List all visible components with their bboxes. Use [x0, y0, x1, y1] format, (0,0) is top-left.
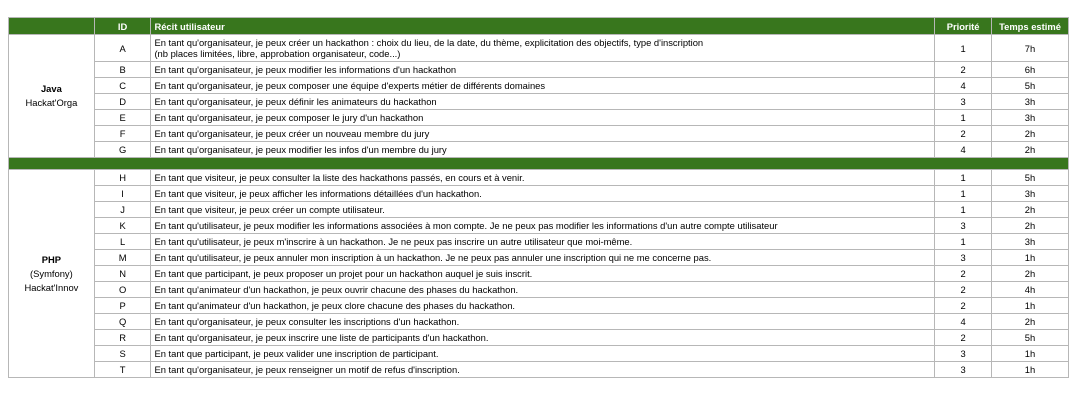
- story-id: K: [94, 218, 151, 234]
- group-separator: [9, 158, 1069, 170]
- table-row: [9, 314, 1069, 330]
- header-row: [9, 18, 1069, 35]
- table-row: [9, 298, 1069, 314]
- story-time: 3h: [992, 94, 1069, 110]
- story-id: M: [94, 250, 151, 266]
- story-time: 3h: [992, 110, 1069, 126]
- table-row: [9, 186, 1069, 202]
- story-text: En tant qu'organisateur, je peux définir les animateurs du hackathon: [151, 94, 935, 110]
- story-text: En tant que visiteur, je peux créer un compte utilisateur.: [151, 202, 935, 218]
- header-priority: Priorité: [935, 18, 992, 35]
- story-text: En tant qu'utilisateur, je peux modifier les informations associées à mon compte. Je ne peux pas modifier les informations d'un autre compte utilisateur: [151, 218, 935, 234]
- table-row: [9, 250, 1069, 266]
- story-id: E: [94, 110, 151, 126]
- table-row: [9, 202, 1069, 218]
- story-text: En tant qu'organisateur, je peux renseigner un motif de refus d'inscription.: [151, 362, 935, 378]
- group-name: PHP: [41, 253, 62, 265]
- story-time: 5h: [992, 78, 1069, 94]
- story-priority: 1: [935, 234, 992, 250]
- story-priority: 1: [935, 35, 992, 62]
- table-row: [9, 362, 1069, 378]
- story-priority: 3: [935, 94, 992, 110]
- story-time: 7h: [992, 35, 1069, 62]
- story-time: 1h: [992, 346, 1069, 362]
- story-id: O: [94, 282, 151, 298]
- group-name: Java: [40, 83, 62, 94]
- story-time: 2h: [992, 266, 1069, 282]
- story-text: En tant qu'organisateur, je peux créer un nouveau membre du jury: [151, 126, 935, 142]
- story-time: 1h: [992, 298, 1069, 314]
- story-priority: 2: [935, 266, 992, 282]
- table-row: [9, 62, 1069, 78]
- table-row: [9, 170, 1069, 186]
- group-sub2: Hackat'Innov: [24, 281, 79, 293]
- story-priority: 3: [935, 346, 992, 362]
- table-row: [9, 282, 1069, 298]
- story-text: En tant qu'utilisateur, je peux annuler mon inscription à un hackathon. Je ne peux pas annuler une inscription qui ne me concerne pas.: [151, 250, 935, 266]
- story-text: En tant que participant, je peux proposer un projet pour un hackathon auquel je suis inscrit.: [151, 266, 935, 282]
- story-time: 3h: [992, 234, 1069, 250]
- story-text: En tant que participant, je peux valider une inscription de participant.: [151, 346, 935, 362]
- header-id: ID: [94, 18, 151, 35]
- table-row: [9, 94, 1069, 110]
- story-time: 2h: [992, 218, 1069, 234]
- story-text: En tant que visiteur, je peux consulter la liste des hackathons passés, en cours et à venir.: [151, 170, 935, 186]
- header-time: Temps estimé: [992, 18, 1069, 35]
- story-text: [151, 35, 935, 62]
- story-time: 2h: [992, 142, 1069, 158]
- table-row: [9, 110, 1069, 126]
- story-priority: 2: [935, 330, 992, 346]
- group-sub: (Symfony): [30, 267, 73, 279]
- table-row: [9, 234, 1069, 250]
- table-row: [9, 35, 1069, 62]
- table-row: [9, 346, 1069, 362]
- table-row: [9, 330, 1069, 346]
- table-row: [9, 266, 1069, 282]
- story-id: B: [94, 62, 151, 78]
- story-id: L: [94, 234, 151, 250]
- story-priority: 2: [935, 298, 992, 314]
- story-priority: 2: [935, 62, 992, 78]
- table-row: [9, 126, 1069, 142]
- story-id: D: [94, 94, 151, 110]
- story-time: 1h: [992, 362, 1069, 378]
- story-text: En tant qu'organisateur, je peux consulter les inscriptions d'un hackathon.: [151, 314, 935, 330]
- story-time: 4h: [992, 282, 1069, 298]
- story-text: En tant qu'organisateur, je peux modifier les informations d'un hackathon: [151, 62, 935, 78]
- story-priority: 4: [935, 142, 992, 158]
- story-id: A: [94, 35, 151, 62]
- story-time: 3h: [992, 186, 1069, 202]
- story-text: En tant qu'organisateur, je peux composer une équipe d'experts métier de différents domaines: [151, 78, 935, 94]
- story-priority: 3: [935, 250, 992, 266]
- story-id: Q: [94, 314, 151, 330]
- story-time: 2h: [992, 314, 1069, 330]
- story-priority: 1: [935, 110, 992, 126]
- story-text: En tant qu'animateur d'un hackathon, je peux clore chacune des phases du hackathon.: [151, 298, 935, 314]
- story-priority: 1: [935, 202, 992, 218]
- story-id: H: [94, 170, 151, 186]
- story-id: F: [94, 126, 151, 142]
- story-priority: 3: [935, 218, 992, 234]
- story-priority: 4: [935, 314, 992, 330]
- story-id: I: [94, 186, 151, 202]
- story-priority: 2: [935, 126, 992, 142]
- story-text: En tant qu'organisateur, je peux inscrire une liste de participants d'un hackathon.: [151, 330, 935, 346]
- story-time: 2h: [992, 126, 1069, 142]
- group-sub: Hackat'Orga: [25, 97, 78, 108]
- table-row: [9, 78, 1069, 94]
- table-body: [9, 35, 1069, 378]
- story-priority: 1: [935, 186, 992, 202]
- table-row: [9, 218, 1069, 234]
- story-id: P: [94, 298, 151, 314]
- story-time: 5h: [992, 330, 1069, 346]
- story-id: C: [94, 78, 151, 94]
- story-line-2: (nb places limitées, libre, approbation organisateur, code...): [154, 48, 401, 59]
- story-time: 5h: [992, 170, 1069, 186]
- story-text: En tant qu'utilisateur, je peux m'inscrire à un hackathon. Je ne peux pas inscrire un autre utilisateur que moi-même.: [151, 234, 935, 250]
- story-id: S: [94, 346, 151, 362]
- group-cell-php: [9, 170, 95, 378]
- story-id: G: [94, 142, 151, 158]
- header-story: Récit utilisateur: [151, 18, 935, 35]
- header-group-cell: [9, 18, 95, 35]
- group-cell-java: [9, 35, 95, 158]
- separator-bar: [9, 158, 1069, 170]
- story-priority: 3: [935, 362, 992, 378]
- story-priority: 4: [935, 78, 992, 94]
- story-priority: 1: [935, 170, 992, 186]
- story-time: 1h: [992, 250, 1069, 266]
- table-row: [9, 142, 1069, 158]
- story-line-1: En tant qu'organisateur, je peux créer un hackathon : choix du lieu, de la date, du thème, explicitation des objectifs, type d'inscription: [154, 37, 704, 48]
- story-text: En tant qu'animateur d'un hackathon, je peux ouvrir chacune des phases du hackathon.: [151, 282, 935, 298]
- story-id: T: [94, 362, 151, 378]
- user-stories-table: [8, 17, 1069, 378]
- story-text: En tant qu'organisateur, je peux composer le jury d'un hackathon: [151, 110, 935, 126]
- story-time: 6h: [992, 62, 1069, 78]
- story-text: En tant qu'organisateur, je peux modifier les infos d'un membre du jury: [151, 142, 935, 158]
- story-id: R: [94, 330, 151, 346]
- story-id: N: [94, 266, 151, 282]
- story-time: 2h: [992, 202, 1069, 218]
- story-priority: 2: [935, 282, 992, 298]
- story-text: En tant que visiteur, je peux afficher les informations détaillées d'un hackathon.: [151, 186, 935, 202]
- story-id: J: [94, 202, 151, 218]
